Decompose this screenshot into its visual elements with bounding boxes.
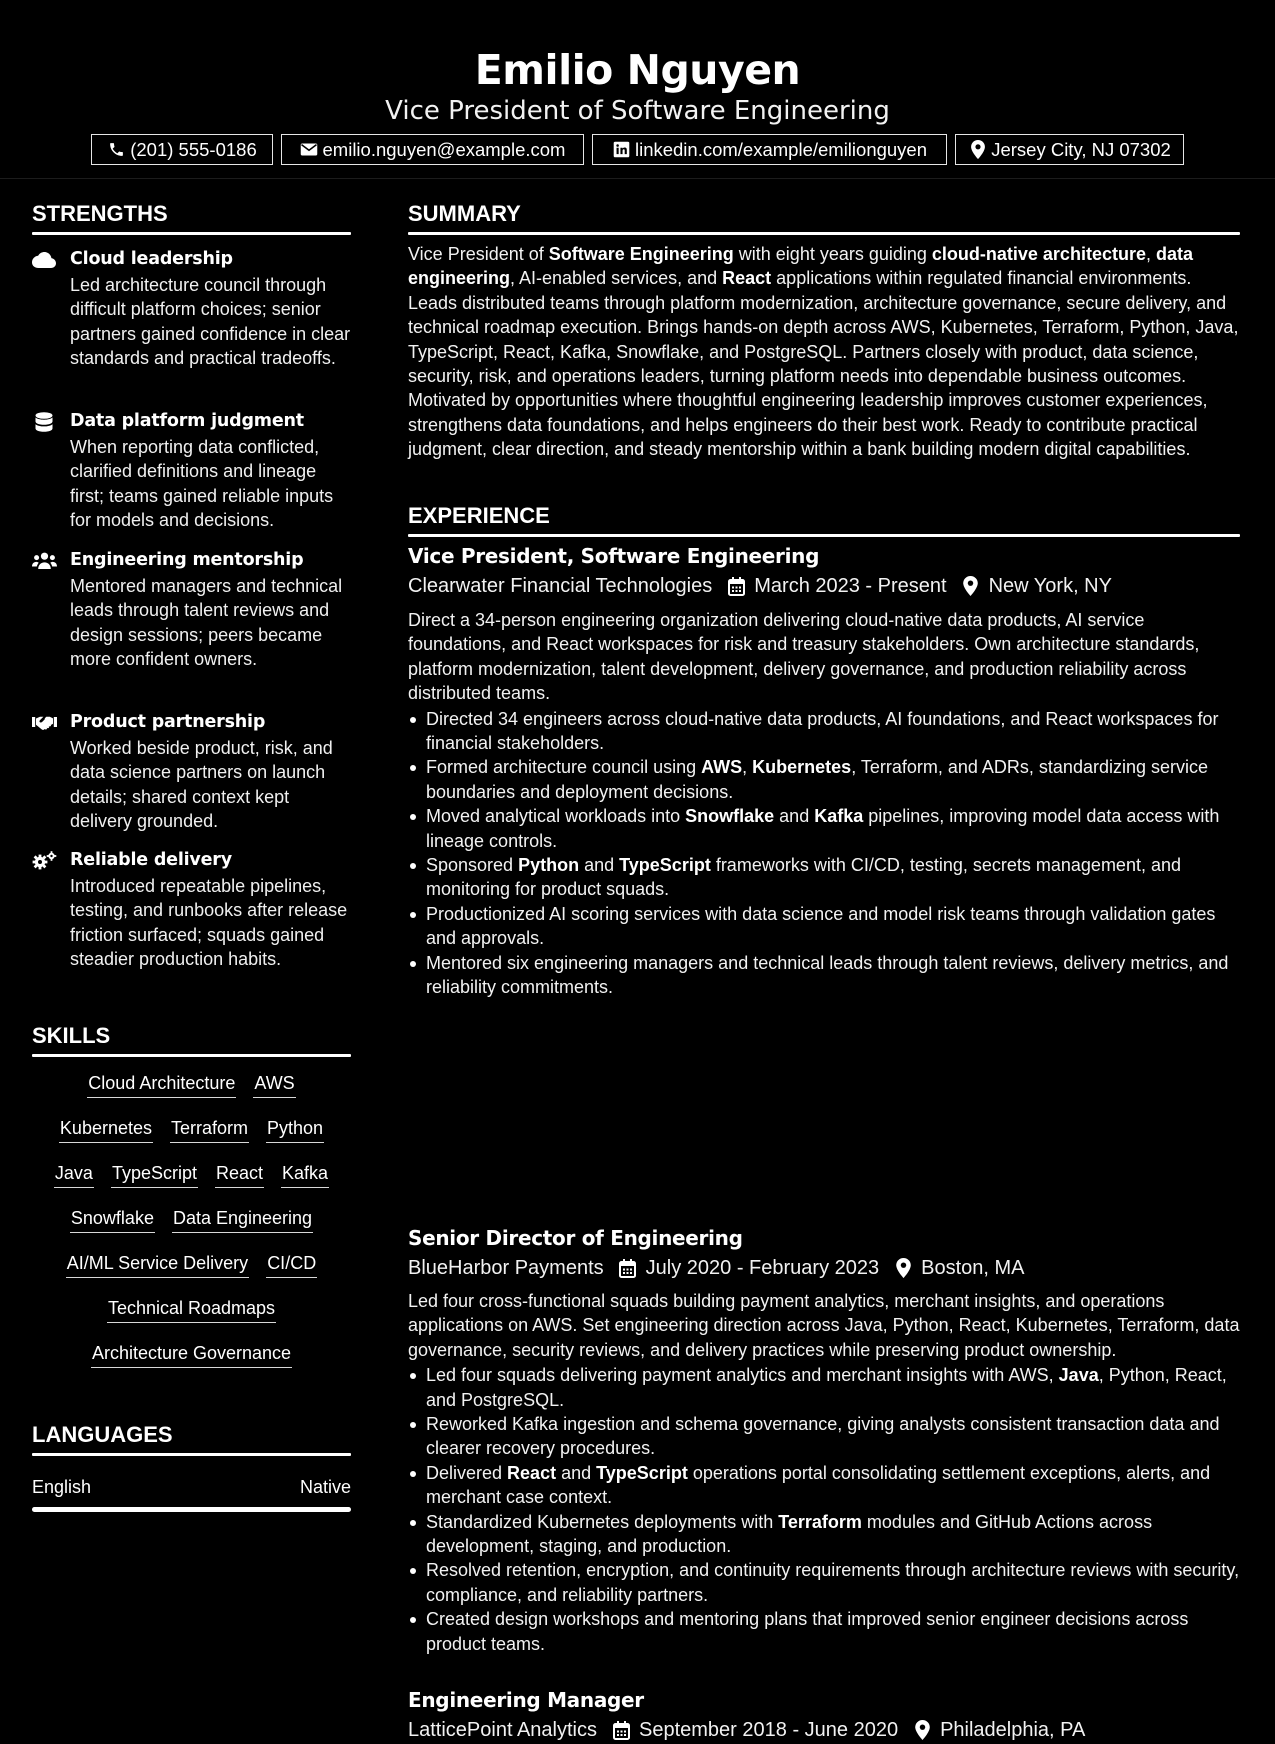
job-title: Senior Director of Engineering [408,1226,743,1250]
skill-tag: Python [266,1116,324,1143]
contact-linkedin[interactable] [592,134,947,165]
email-icon [300,140,319,159]
job-bullet: Led four squads delivering payment analytics and merchant insights with AWS, Java, Python, React, and PostgreSQL. [408,1363,1240,1412]
job-description: Led four cross-functional squads building payment analytics, merchant insights, and operations applications on AWS. Set engineering direction across Java, Python, React, Kubernetes, Terraform, data governance, security reviews, and delivery practices while preserving product ownership. [408,1291,1240,1360]
job-bullet: Moved analytical workloads into Snowflake and Kafka pipelines, improving model data access with lineage controls. [408,804,1240,853]
strength-title: Engineering mentorship [70,550,304,570]
job-description: Direct a 34-person engineering organization delivering cloud-native data products, AI service foundations, and React workspaces for risk and treasury stakeholders. Own architecture standards, platform modernization, talent development, delivery governance, and production reliability across distributed teams. [408,610,1200,704]
languages-heading: LANGUAGES [32,1422,173,1447]
skill-tag: AI/ML Service Delivery [66,1251,249,1278]
job-bullets [408,707,1240,1000]
languages-section [32,1421,351,1456]
job-location: New York, NY [988,575,1112,597]
skill-tag: TypeScript [111,1161,198,1188]
contact-bar [0,134,1275,165]
language-row [32,1475,351,1499]
skill-tag: Kafka [281,1161,329,1188]
location-icon [893,1257,913,1279]
job-bullet: Standardized Kubernetes deployments with Terraform modules and GitHub Actions across development, staging, and production. [408,1510,1240,1559]
gears-icon [32,850,56,872]
strength-desc: Worked beside product, risk, and data science partners on launch details; shared context kept delivery grounded. [70,738,333,832]
job-title: Engineering Manager [408,1688,644,1712]
job-dates: March 2023 - Present [754,575,947,597]
skill-tag: Kubernetes [59,1116,153,1143]
strengths-rule [32,232,351,235]
cloud-icon [32,249,56,271]
skill-row [32,1251,351,1278]
phone-icon [107,140,126,159]
calendar-icon [618,1257,638,1279]
strength-desc: When reporting data conflicted, clarified definitions and lineage first; teams gained reliable inputs for models and decisions. [70,437,334,531]
contact-email-text: emilio.nguyen@example.com [322,138,566,160]
strengths-section [32,200,351,235]
location-icon [968,140,987,159]
skill-tag: Architecture Governance [91,1341,292,1368]
contact-linkedin-text: linkedin.com/example/emilionguyen [634,138,928,160]
users-icon [32,550,56,572]
summary-section [408,200,1240,462]
experience-section [408,502,1240,537]
job-bullet: Formed architecture council using AWS, Kubernetes, Terraform, and ADRs, standardizing service boundaries and deployment decisions. [408,755,1240,804]
language-name: English [32,1477,92,1497]
strength-title: Reliable delivery [70,850,232,870]
language-proficiency-bar [32,1507,351,1512]
strength-title: Product partnership [70,712,266,732]
resume-header [0,0,1275,179]
skills-rule [32,1054,351,1057]
strength-desc: Mentored managers and technical leads through talent reviews and design sessions; peers became more confident owners. [70,576,343,670]
skill-tag: Terraform [170,1116,249,1143]
job-bullet: Mentored six engineering managers and technical leads through talent reviews, delivery metrics, and reliability commitments. [408,951,1240,1000]
location-icon [912,1719,932,1741]
linkedin-icon [612,140,631,159]
skill-row [32,1341,351,1368]
skill-row [32,1161,351,1188]
strength-desc: Introduced repeatable pipelines, testing, and runbooks after release friction surfaced; squads gained steadier production habits. [70,876,348,970]
summary-rule [408,232,1240,235]
skills-heading: SKILLS [32,1023,111,1048]
languages-rule [32,1453,351,1456]
experience-heading: EXPERIENCE [408,503,550,528]
contact-location[interactable] [955,134,1184,165]
contact-email[interactable] [281,134,584,165]
job-meta [408,1716,1240,1744]
calendar-icon [726,575,746,597]
database-icon [32,411,56,433]
job-entry [408,1686,1240,1744]
skill-tag: Technical Roadmaps [107,1296,276,1323]
job-dates: July 2020 - February 2023 [645,1257,880,1279]
strength-desc: Led architecture council through difficult platform choices; senior partners gained confidence in clear standards and practical tradeoffs. [70,275,351,369]
job-bullet: Sponsored Python and TypeScript frameworks with CI/CD, testing, secrets management, and monitoring for product squads. [408,853,1240,902]
job-meta [408,572,1240,600]
job-bullet: Reworked Kafka ingestion and schema governance, giving analysts consistent transaction data and clearer recovery procedures. [408,1412,1240,1461]
candidate-title: Vice President of Software Engineering [385,96,890,126]
language-level: Native [299,1477,351,1497]
job-entry [408,1224,1240,1656]
summary-heading: SUMMARY [408,201,521,226]
handshake-icon [32,712,56,734]
job-company: BlueHarbor Payments [408,1257,604,1279]
skill-tag: Cloud Architecture [87,1071,236,1098]
job-location: Boston, MA [921,1257,1025,1279]
skill-tag: Data Engineering [172,1206,313,1233]
job-bullet: Directed 34 engineers across cloud-native data products, AI foundations, and React workspaces for financial stakeholders. [408,707,1240,756]
job-bullets [408,1363,1240,1656]
calendar-icon [611,1719,631,1741]
location-icon [961,575,981,597]
skill-tag: Java [54,1161,94,1188]
job-entry [408,542,1240,1000]
candidate-name: Emilio Nguyen [474,46,801,94]
job-bullet: Resolved retention, encryption, and continuity requirements through architecture reviews with security, compliance, and reliability partners. [408,1558,1240,1607]
job-bullet: Delivered React and TypeScript operations portal consolidating settlement exceptions, alerts, and merchant case context. [408,1461,1240,1510]
strength-title: Cloud leadership [70,249,233,269]
experience-rule [408,534,1240,537]
job-meta [408,1254,1240,1282]
job-location: Philadelphia, PA [940,1719,1086,1741]
skill-tag: CI/CD [266,1251,317,1278]
skill-tag: React [215,1161,264,1188]
strength-title: Data platform judgment [70,411,304,431]
job-company: Clearwater Financial Technologies [408,575,713,597]
language-proficiency-track [32,1507,351,1512]
job-company: LatticePoint Analytics [408,1719,597,1741]
skill-row [32,1116,351,1143]
skill-row [32,1296,351,1323]
contact-phone-text: (201) 555-0186 [130,138,257,160]
skill-row [32,1206,351,1233]
contact-location-text: Jersey City, NJ 07302 [991,138,1171,160]
skill-row [32,1071,351,1098]
contact-phone[interactable] [91,134,273,165]
job-title: Vice President, Software Engineering [408,544,820,568]
skill-tag: AWS [253,1071,295,1098]
summary-text: Vice President of Software Engineering with eight years guiding cloud-native architecture, data engineering, AI-enabled services, and React applications within regulated financial environments. Leads distributed teams through platform modernization, architecture governance, secure delivery, and technical roadmap execution. Brings hands-on depth across AWS, Kubernetes, Terraform, Python, Java, TypeScript, React, Kafka, Snowflake, and PostgreSQL. Partners closely with product, data science, security, risk, and operations leaders, turning platform needs into dependable business outcomes. Motivated by opportunities where thoughtful engineering leadership improves customer experiences, strengthens data foundations, and helps engineers do their best work. Ready to contribute practical judgment, clear direction, and steady mentorship within a bank building modern digital capabilities. [408,244,1239,460]
skills-section [32,1022,351,1057]
strengths-heading: STRENGTHS [32,201,168,226]
job-dates: September 2018 - June 2020 [639,1719,899,1741]
job-bullet: Created design workshops and mentoring plans that improved senior engineer decisions across product teams. [408,1607,1240,1656]
skill-tag: Snowflake [70,1206,155,1233]
job-bullet: Productionized AI scoring services with data science and model risk teams through validation gates and approvals. [408,902,1240,951]
